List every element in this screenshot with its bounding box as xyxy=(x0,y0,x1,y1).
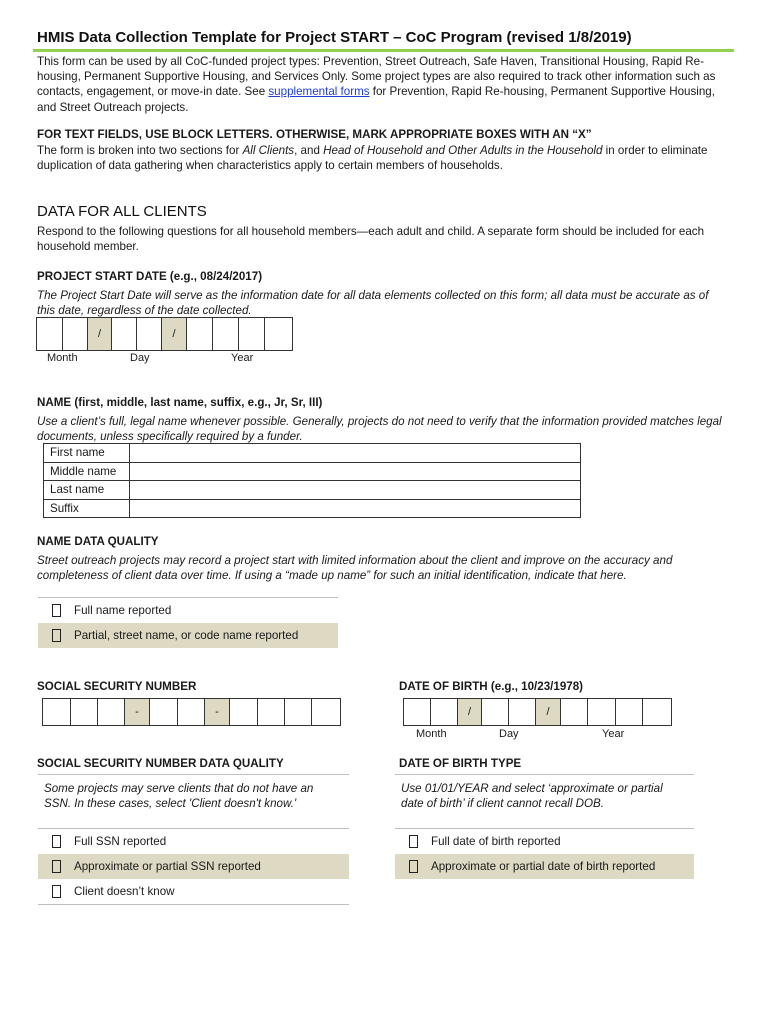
table-row xyxy=(44,462,581,481)
option-partial-name[interactable] xyxy=(38,623,338,648)
checkbox-icon[interactable] xyxy=(395,835,431,848)
date-digit-box[interactable] xyxy=(63,318,88,350)
month-label: Month xyxy=(47,352,78,364)
date-digit-box[interactable] xyxy=(112,318,137,350)
date-digit-box[interactable] xyxy=(213,318,239,350)
all-clients-description: Respond to the following questions for all household members—each adult and child. A separate form should be included for each household member. xyxy=(37,225,705,254)
project-start-note: The Project Start Date will serve as the information date for all data elements collected on this form; all data must be accurate as of this date, regardless of the date collected. xyxy=(37,289,709,318)
dob-digit-box[interactable] xyxy=(561,699,588,725)
option-label: Full name reported xyxy=(74,604,172,617)
intro-text-end: for Prevention, Rapid Re-housing, Permanent Supportive Housing, and Street Outreach projects. xyxy=(37,85,715,114)
ssn-digit-box[interactable] xyxy=(230,699,258,725)
date-digit-box[interactable] xyxy=(239,318,265,350)
instruction-heading: FOR TEXT FIELDS, USE BLOCK LETTERS. OTHERWISE, MARK APPROPRIATE BOXES WITH AN “X” xyxy=(37,128,592,141)
option-partial-dob[interactable] xyxy=(395,854,694,879)
option-label: Partial, street name, or code name reported xyxy=(74,629,299,642)
table-row xyxy=(44,499,581,518)
option-partial-ssn[interactable] xyxy=(38,854,349,879)
intro-paragraph xyxy=(37,54,732,115)
ssn-quality-heading: SOCIAL SECURITY NUMBER DATA QUALITY xyxy=(37,757,284,770)
dob-digit-box[interactable] xyxy=(404,699,431,725)
name-row-label: Last name xyxy=(44,481,130,500)
option-full-dob[interactable] xyxy=(395,829,694,854)
project-start-heading: PROJECT START DATE (e.g., 08/24/2017) xyxy=(37,270,263,283)
instruction-em-2: Head of Household and Other Adults in the Household xyxy=(323,144,603,157)
ssn-quality-note: Some projects may serve clients that do not have an SSN. In these cases, select 'Client doesn't know.' xyxy=(44,782,314,811)
year-label: Year xyxy=(231,352,254,364)
option-full-ssn[interactable] xyxy=(38,829,349,854)
dob-digit-box[interactable] xyxy=(616,699,643,725)
divider xyxy=(38,904,349,905)
section-heading-all-clients: DATA FOR ALL CLIENTS xyxy=(37,203,207,220)
instruction-text-3: in order to eliminate duplication of data gathering when characteristics apply to certain members of households. xyxy=(37,144,708,173)
name-quality-note: Street outreach projects may record a project start with limited information about the client and improve on the accuracy and completeness of client data over time. If using a “made up name” for such an initial identification, indicate that here. xyxy=(37,554,673,583)
ssn-separator: - xyxy=(125,699,150,725)
ssn-digit-box[interactable] xyxy=(150,699,178,725)
ssn-digit-box[interactable] xyxy=(43,699,71,725)
checkbox-icon[interactable] xyxy=(38,860,74,873)
ssn-digit-box[interactable] xyxy=(312,699,340,725)
supplemental-forms-link[interactable]: supplemental forms xyxy=(268,85,370,99)
name-note: Use a client’s full, legal name whenever possible. Generally, projects do not need to verify that the information provided matches legal documents, unless specifically required by a funder. xyxy=(37,415,722,444)
date-digit-box[interactable] xyxy=(37,318,63,350)
ssn-heading: SOCIAL SECURITY NUMBER xyxy=(37,680,197,693)
ssn-separator: - xyxy=(205,699,230,725)
name-row-label: Middle name xyxy=(44,462,130,481)
form-title: HMIS Data Collection Template for Project START – CoC Program (revised 1/8/2019) xyxy=(37,29,632,46)
option-label: Approximate or partial SSN reported xyxy=(74,860,261,873)
option-label: Full SSN reported xyxy=(74,835,167,848)
option-client-doesnt-know[interactable] xyxy=(38,879,349,904)
ssn-digit-box[interactable] xyxy=(98,699,125,725)
instruction-paragraph xyxy=(37,143,732,173)
date-digit-box[interactable] xyxy=(137,318,162,350)
ssn-digit-box[interactable] xyxy=(285,699,312,725)
name-quality-heading: NAME DATA QUALITY xyxy=(37,535,159,548)
dob-day-label: Day xyxy=(499,728,519,740)
dob-grid xyxy=(403,698,672,726)
last-name-field[interactable] xyxy=(130,481,581,500)
middle-name-field[interactable] xyxy=(130,462,581,481)
date-digit-box[interactable] xyxy=(187,318,213,350)
dob-heading: DATE OF BIRTH (e.g., 10/23/1978) xyxy=(399,680,584,693)
dob-digit-box[interactable] xyxy=(588,699,616,725)
option-label: Full date of birth reported xyxy=(431,835,561,848)
instruction-text-2: , and xyxy=(294,144,324,157)
instruction-text-1: The form is broken into two sections for xyxy=(37,144,243,157)
day-label: Day xyxy=(130,352,150,364)
table-row xyxy=(44,444,581,463)
ssn-quality-block xyxy=(38,774,349,905)
checkbox-icon[interactable] xyxy=(395,860,431,873)
ssn-grid xyxy=(42,698,341,726)
date-separator: / xyxy=(162,318,187,350)
dob-type-block xyxy=(395,774,694,879)
name-row-label: Suffix xyxy=(44,499,130,518)
dob-separator: / xyxy=(536,699,561,725)
option-label: Client doesn’t know xyxy=(74,885,175,898)
name-row-label: First name xyxy=(44,444,130,463)
checkbox-icon[interactable] xyxy=(38,604,74,617)
title-rule xyxy=(33,49,734,52)
dob-month-label: Month xyxy=(416,728,447,740)
checkbox-icon[interactable] xyxy=(38,835,74,848)
date-separator: / xyxy=(88,318,112,350)
dob-digit-box[interactable] xyxy=(431,699,458,725)
instruction-em-1: All Clients xyxy=(242,144,295,157)
dob-type-heading: DATE OF BIRTH TYPE xyxy=(399,757,522,770)
date-digit-box[interactable] xyxy=(265,318,292,350)
ssn-digit-box[interactable] xyxy=(71,699,98,725)
table-row xyxy=(44,481,581,500)
checkbox-icon[interactable] xyxy=(38,629,74,642)
dob-digit-box[interactable] xyxy=(643,699,671,725)
name-quality-options xyxy=(38,597,338,648)
name-heading: NAME (first, middle, last name, suffix, e.g., Jr, Sr, III) xyxy=(37,396,323,409)
option-full-name[interactable] xyxy=(38,598,338,623)
option-label: Approximate or partial date of birth reported xyxy=(431,860,656,873)
ssn-digit-box[interactable] xyxy=(178,699,205,725)
ssn-digit-box[interactable] xyxy=(258,699,285,725)
dob-digit-box[interactable] xyxy=(509,699,536,725)
checkbox-icon[interactable] xyxy=(38,885,74,898)
first-name-field[interactable] xyxy=(130,444,581,463)
dob-year-label: Year xyxy=(602,728,625,740)
intro-text: This form can be used by all CoC-funded project types: Prevention, Street Outreach, Safe Haven, Transitional Housing, Rapid Re-housing, Permanent Supportive Housing, and Services Only. Some project types are also required to track other information such as contacts, engagement, or move-in date. See xyxy=(37,55,716,99)
dob-separator: / xyxy=(458,699,482,725)
dob-type-note: Use 01/01/YEAR and select ‘approximate or partial date of birth’ if client cannot recall DOB. xyxy=(401,782,663,811)
suffix-field[interactable] xyxy=(130,499,581,518)
name-table xyxy=(43,443,581,518)
dob-digit-box[interactable] xyxy=(482,699,509,725)
project-start-date-grid xyxy=(36,317,293,351)
